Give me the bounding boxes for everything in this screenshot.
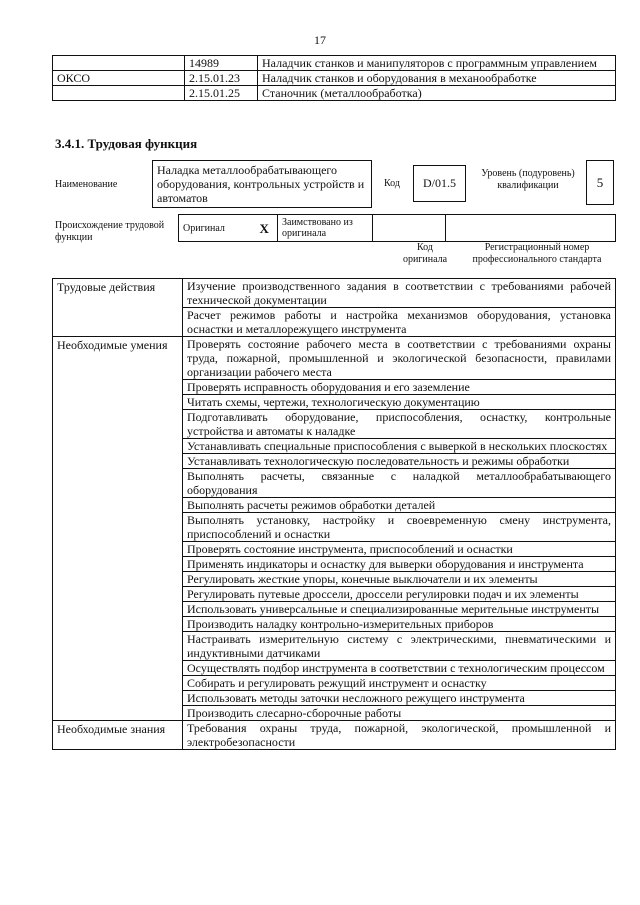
list-item: Устанавливать технологическую последовательность и режимы обработки xyxy=(183,454,616,469)
code-cell: 14989 xyxy=(185,56,258,71)
classifier-cell: ОКСО xyxy=(53,71,185,86)
list-item: Использовать универсальные и специализированные мерительные инструменты xyxy=(183,602,616,617)
list-item: Подготавливать оборудование, приспособления, оснастку, контрольные устройства и автоматы к наладке xyxy=(183,410,616,439)
list-item: Расчет режимов работы и настройка механизмов оборудования, установка оснастки и металлорежущего инструмента xyxy=(183,308,616,337)
level-label: Уровень (подуровень) квалификации xyxy=(481,168,575,191)
code-cell: 2.15.01.25 xyxy=(185,86,258,101)
list-item: Собирать и регулировать режущий инструмент и оснастку xyxy=(183,676,616,691)
section-heading: Необходимые знания xyxy=(53,721,183,750)
section-title: 3.4.1. Трудовая функция xyxy=(55,136,198,151)
table-row xyxy=(53,279,616,308)
function-code-value: D/01.5 xyxy=(413,165,466,202)
page-number: 17 xyxy=(314,33,326,47)
reg-number-cell xyxy=(446,215,616,242)
list-item: Читать схемы, чертежи, технологическую документацию xyxy=(183,395,616,410)
reg-caption: Регистрационный номер профессионального стандарта xyxy=(472,242,602,265)
function-name-value: Наладка металлообрабатывающего оборудования, контрольных устройств и автоматов xyxy=(152,160,372,208)
list-item: Регулировать путевые дроссели, дроссели регулировки подач и их элементы xyxy=(183,587,616,602)
list-item: Устанавливать специальные приспособления с выверкой в нескольких плоскостях xyxy=(183,439,616,454)
list-item: Регулировать жесткие упоры, конечные выключатели и их элементы xyxy=(183,572,616,587)
list-item: Проверять состояние инструмента, приспособлений и оснастки xyxy=(183,542,616,557)
table-row xyxy=(53,337,616,380)
original-code-cell xyxy=(373,215,446,242)
origin-table xyxy=(178,214,616,242)
list-item: Настраивать измерительную систему с электрическими, пневматическими и индуктивными датчиками xyxy=(183,632,616,661)
classifier-cell xyxy=(53,56,185,71)
table-row xyxy=(53,71,616,86)
section-heading: Необходимые умения xyxy=(53,337,183,721)
list-item: Выполнять расчеты, связанные с наладкой металлообрабатывающего оборудования xyxy=(183,469,616,498)
list-item: Производить слесарно-сборочные работы xyxy=(183,706,616,721)
name-label: Наименование xyxy=(55,179,118,190)
origin-label: Происхождение трудовой функции xyxy=(55,220,165,243)
list-item: Использовать методы заточки несложного режущего инструмента xyxy=(183,691,616,706)
name-cell: Наладчик станков и оборудования в механообработке xyxy=(258,71,616,86)
table-row xyxy=(53,86,616,101)
code-cell: 2.15.01.23 xyxy=(185,71,258,86)
list-item: Выполнять расчеты режимов обработки деталей xyxy=(183,498,616,513)
list-item: Осуществлять подбор инструмента в соответствии с технологическим процессом xyxy=(183,661,616,676)
list-item: Требования охраны труда, пожарной, экологической, промышленной и электробезопасности xyxy=(183,721,616,750)
original-mark: X xyxy=(252,215,278,242)
list-item: Изучение производственного задания в соответствии с требованиями рабочей технической документации xyxy=(183,279,616,308)
table-row xyxy=(53,721,616,750)
list-item: Применять индикаторы и оснастку для выверки оборудования и инструмента xyxy=(183,557,616,572)
table-row xyxy=(53,56,616,71)
list-item: Проверять исправность оборудования и его заземление xyxy=(183,380,616,395)
labor-function-table xyxy=(52,278,616,750)
code-caption: Код оригинала xyxy=(402,242,448,265)
list-item: Выполнять установку, настройку и своевременную смену инструмента, приспособлений и оснастки xyxy=(183,513,616,542)
list-item: Производить наладку контрольно-измерительных приборов xyxy=(183,617,616,632)
level-value: 5 xyxy=(586,160,614,205)
codes-table xyxy=(52,55,616,101)
original-label: Оригинал xyxy=(179,215,252,242)
name-cell: Станочник (металлообработка) xyxy=(258,86,616,101)
table-row xyxy=(179,215,616,242)
borrowed-label: Заимствовано из оригинала xyxy=(278,215,373,242)
section-heading: Трудовые действия xyxy=(53,279,183,337)
code-label: Код xyxy=(384,178,400,189)
list-item: Проверять состояние рабочего места в соответствии с требованиями охраны труда, пожарной, промышленной и экологической безопасности, правилами организации рабочего места xyxy=(183,337,616,380)
classifier-cell xyxy=(53,86,185,101)
name-cell: Наладчик станков и манипуляторов с программным управлением xyxy=(258,56,616,71)
